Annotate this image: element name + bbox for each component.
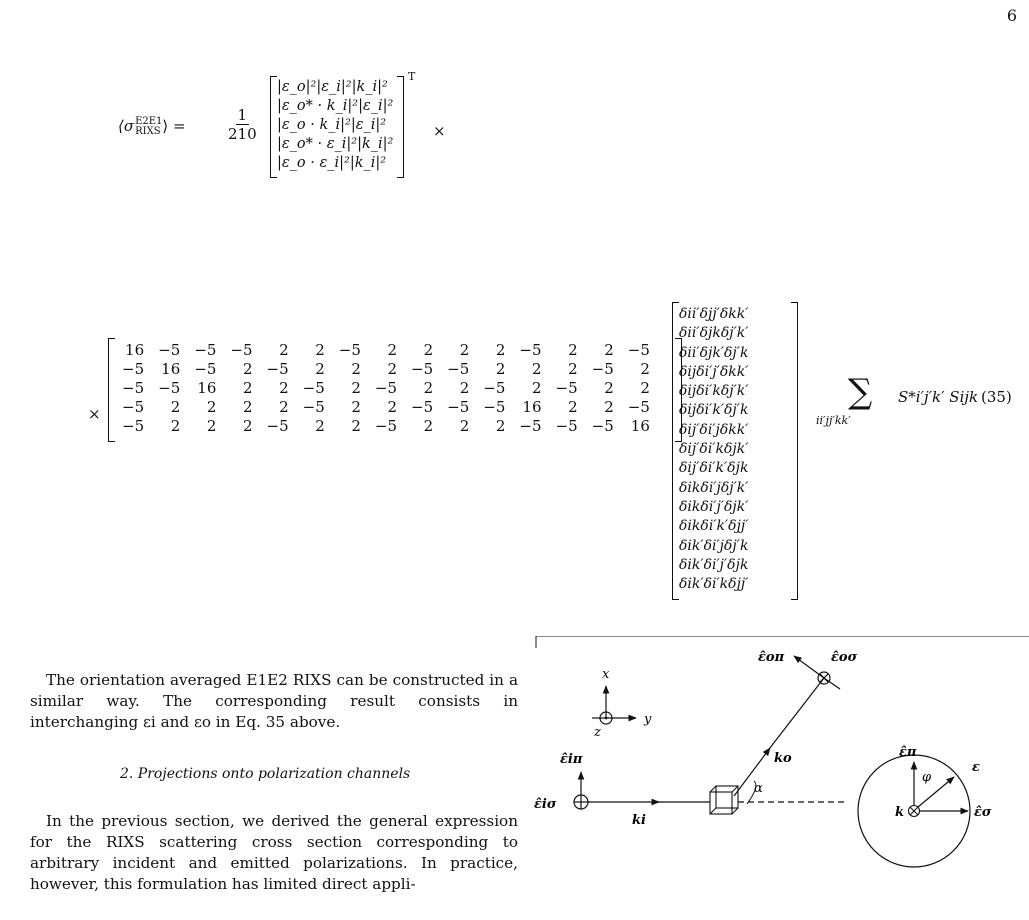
matrix-cell: −5 bbox=[411, 359, 434, 378]
matrix-cell: −5 bbox=[194, 340, 217, 359]
fraction-1-210 bbox=[228, 106, 257, 143]
circ-sigma-label: ε̂σ bbox=[974, 805, 992, 820]
matrix-cell: 2 bbox=[531, 359, 542, 378]
lhs-close: ⟩ = bbox=[162, 117, 186, 135]
scattering-geometry-figure bbox=[534, 636, 1029, 916]
matrix-cell: 2 bbox=[387, 359, 397, 378]
matrix-cell: 2 bbox=[459, 378, 470, 397]
sum-index: ii′jj′kk′ bbox=[816, 414, 851, 427]
matrix-cell: 2 bbox=[206, 416, 217, 435]
matrix-cell: 2 bbox=[279, 340, 289, 359]
matrix-cell: 2 bbox=[170, 397, 181, 416]
matrix-cell: 2 bbox=[387, 340, 397, 359]
incident-beam bbox=[534, 752, 710, 828]
vector-entry: |ε_o · ε_i|²|k_i|² bbox=[277, 155, 387, 171]
matrix-cell: 16 bbox=[630, 416, 650, 435]
matrix-cell: 2 bbox=[423, 416, 434, 435]
matrix-cell: −5 bbox=[555, 378, 578, 397]
circ-pi-label: ε̂π bbox=[899, 745, 917, 760]
matrix-cell: −5 bbox=[519, 340, 542, 359]
axis-y-label: y bbox=[644, 712, 652, 727]
delta-entry: δii′δjj′δkk′ bbox=[679, 306, 749, 322]
matrix-cell: −5 bbox=[591, 359, 614, 378]
eps-o-sigma-label: ε̂oσ bbox=[831, 650, 858, 665]
matrix-cell: −5 bbox=[302, 378, 325, 397]
delta-vector bbox=[672, 302, 798, 600]
matrix-cell: 2 bbox=[242, 359, 253, 378]
times-symbol: × bbox=[433, 122, 446, 140]
delta-entry: δik′δi′kδjj′ bbox=[679, 576, 749, 593]
matrix-row bbox=[115, 416, 657, 435]
matrix-cell: 2 bbox=[242, 397, 253, 416]
delta-entry: δij′δi′kδjk′ bbox=[679, 441, 749, 458]
delta-entry: δijδi′j′δkk′ bbox=[679, 363, 749, 380]
matrix-cell: 2 bbox=[242, 416, 253, 435]
matrix-cell: −5 bbox=[122, 397, 145, 416]
paragraph-1: The orientation averaged E1E2 RIXS can be constructed in a similar way. The corresponding result consists in interchanging εi and εo in Eq. 35 above. bbox=[30, 671, 518, 731]
matrix-cell: 2 bbox=[495, 340, 506, 359]
matrix-cell: −5 bbox=[555, 416, 578, 435]
matrix-cell: −5 bbox=[122, 378, 145, 397]
matrix-cell: −5 bbox=[266, 359, 289, 378]
sum-symbol: ∑ bbox=[848, 372, 873, 412]
matrix-cell: 2 bbox=[351, 359, 361, 378]
sum-term: S*i′j′k′ Sijk bbox=[898, 388, 979, 406]
axis-x-label: x bbox=[602, 667, 610, 682]
matrix-cell: 16 bbox=[197, 378, 217, 397]
matrix-cell: 2 bbox=[640, 359, 650, 378]
k-o-label: ko bbox=[774, 751, 792, 766]
matrix-cell: −5 bbox=[483, 397, 506, 416]
matrix-cell: 2 bbox=[531, 378, 542, 397]
vector-entry: |ε_o|²|ε_i|²|k_i|² bbox=[277, 79, 388, 95]
circ-eps-label: ε bbox=[972, 760, 980, 775]
vector-entry: |ε_o · k_i|²|ε_i|² bbox=[277, 117, 387, 133]
matrix-cell: 16 bbox=[161, 359, 181, 378]
matrix-cell: −5 bbox=[158, 378, 181, 397]
matrix-cell: 2 bbox=[315, 359, 325, 378]
sum-block bbox=[798, 372, 1028, 448]
matrix-cell: −5 bbox=[483, 378, 506, 397]
lhs-subscript: RIXS bbox=[135, 126, 161, 137]
matrix-cell: −5 bbox=[266, 416, 289, 435]
matrix-cell: 2 bbox=[495, 416, 506, 435]
matrix-cell: 2 bbox=[604, 378, 614, 397]
sample-cube-icon bbox=[710, 786, 738, 814]
matrix-cell: 2 bbox=[351, 397, 361, 416]
matrix-cell: −5 bbox=[627, 397, 650, 416]
delta-entry: δii′δjkδj′k′ bbox=[679, 325, 749, 342]
circ-k-label: k bbox=[895, 805, 905, 820]
matrix-cell: −5 bbox=[411, 397, 434, 416]
delta-entry: δikδi′jδj′k′ bbox=[679, 479, 749, 496]
matrix-row bbox=[115, 378, 657, 397]
matrix-cell: 2 bbox=[640, 378, 650, 397]
matrix-cell: 2 bbox=[568, 340, 578, 359]
matrix-cell: −5 bbox=[591, 416, 614, 435]
figure-frame bbox=[534, 636, 1029, 916]
matrix-cell: −5 bbox=[447, 359, 470, 378]
matrix-cell: −5 bbox=[158, 340, 181, 359]
delta-entry: δijδi′kδj′k′ bbox=[679, 383, 749, 400]
paragraph-2: In the previous section, we derived the general expression for the RIXS scattering cross section corresponding to arbitrary incident and emitted polarizations. In practice, however, this formulation has limited direct appli- bbox=[30, 812, 518, 893]
alpha-label: α bbox=[754, 781, 763, 796]
axis-z-label: z bbox=[594, 725, 601, 740]
outgoing-beam bbox=[734, 650, 858, 804]
polarization-circle bbox=[858, 745, 992, 867]
eps-i-sigma-label: ε̂iσ bbox=[534, 797, 557, 812]
matrix-cell: 2 bbox=[279, 378, 289, 397]
matrix-cell: −5 bbox=[338, 340, 361, 359]
delta-entry: δik′δi′j′δjk bbox=[679, 556, 749, 573]
matrix-cell: 2 bbox=[423, 340, 434, 359]
vector-entry: |ε_o* · ε_i|²|k_i|² bbox=[277, 136, 394, 152]
matrix-cell: 2 bbox=[315, 416, 325, 435]
delta-entry: δik′δi′jδj′k bbox=[679, 537, 749, 554]
matrix-cell: −5 bbox=[447, 397, 470, 416]
top-vector bbox=[270, 76, 404, 178]
matrix-cell: −5 bbox=[122, 416, 145, 435]
delta-entry: δikδi′j′δjk′ bbox=[679, 498, 749, 515]
matrix-cell: 2 bbox=[423, 378, 434, 397]
lhs-superscript: E2E1 bbox=[135, 116, 163, 127]
matrix-row bbox=[115, 359, 657, 378]
matrix-cell: 2 bbox=[170, 416, 181, 435]
matrix-row bbox=[115, 397, 657, 416]
matrix-cell: −5 bbox=[627, 340, 650, 359]
equation-number: (35) bbox=[981, 388, 1012, 406]
fraction-denominator: 210 bbox=[228, 125, 257, 143]
matrix-cell: 2 bbox=[568, 359, 578, 378]
lhs-sigma: ⟨σ bbox=[118, 117, 135, 135]
matrix-cell: 2 bbox=[604, 397, 614, 416]
matrix-cell: −5 bbox=[519, 416, 542, 435]
matrix-cell: −5 bbox=[374, 416, 397, 435]
k-i-label: ki bbox=[632, 813, 646, 828]
matrix-cell: 2 bbox=[568, 397, 578, 416]
section-title: 2. Projections onto polarization channels bbox=[120, 766, 411, 782]
vector-entry: |ε_o* · k_i|²|ε_i|² bbox=[277, 98, 394, 114]
circ-phi-label: φ bbox=[922, 770, 932, 785]
matrix-cell: 2 bbox=[495, 359, 506, 378]
matrix-cell: 16 bbox=[125, 340, 145, 359]
delta-entry: δij′δi′k′δjk bbox=[679, 460, 749, 477]
page-number: 6 bbox=[1006, 6, 1017, 25]
matrix-cell: 2 bbox=[351, 378, 361, 397]
delta-entry: δikδi′k′δjj′ bbox=[679, 518, 749, 535]
matrix-cell: −5 bbox=[194, 359, 217, 378]
matrix-cell: 2 bbox=[459, 340, 470, 359]
matrix-table bbox=[115, 340, 657, 435]
matrix-cell: −5 bbox=[122, 359, 145, 378]
matrix-cell: 2 bbox=[604, 340, 614, 359]
equation-top bbox=[118, 62, 538, 192]
delta-entry: δii′δjk′δj′k bbox=[679, 344, 749, 361]
matrix-cell: −5 bbox=[302, 397, 325, 416]
matrix-cell: −5 bbox=[374, 378, 397, 397]
matrix-cell: 16 bbox=[522, 397, 542, 416]
delta-entry: δijδi′k′δj′k bbox=[679, 402, 749, 419]
matrix-cell: 2 bbox=[387, 397, 397, 416]
axis-indicator bbox=[592, 667, 652, 740]
eps-o-pi-label: ε̂oπ bbox=[758, 650, 785, 665]
matrix-row bbox=[115, 340, 657, 359]
matrix-cell: 2 bbox=[279, 397, 289, 416]
transpose-mark: T bbox=[408, 70, 416, 83]
matrix-cell: 2 bbox=[242, 378, 253, 397]
matrix-cell: 2 bbox=[315, 340, 325, 359]
eps-i-pi-label: ε̂iπ bbox=[560, 752, 583, 767]
fraction-numerator: 1 bbox=[237, 106, 248, 124]
matrix-cell: 2 bbox=[206, 397, 217, 416]
coefficient-matrix bbox=[108, 338, 682, 442]
matrix-cell: 2 bbox=[351, 416, 361, 435]
matrix-cell: 2 bbox=[459, 416, 470, 435]
matrix-times: × bbox=[88, 405, 101, 423]
equation-lhs bbox=[118, 117, 186, 137]
matrix-cell: −5 bbox=[230, 340, 253, 359]
delta-entry: δij′δi′jδkk′ bbox=[679, 421, 749, 438]
